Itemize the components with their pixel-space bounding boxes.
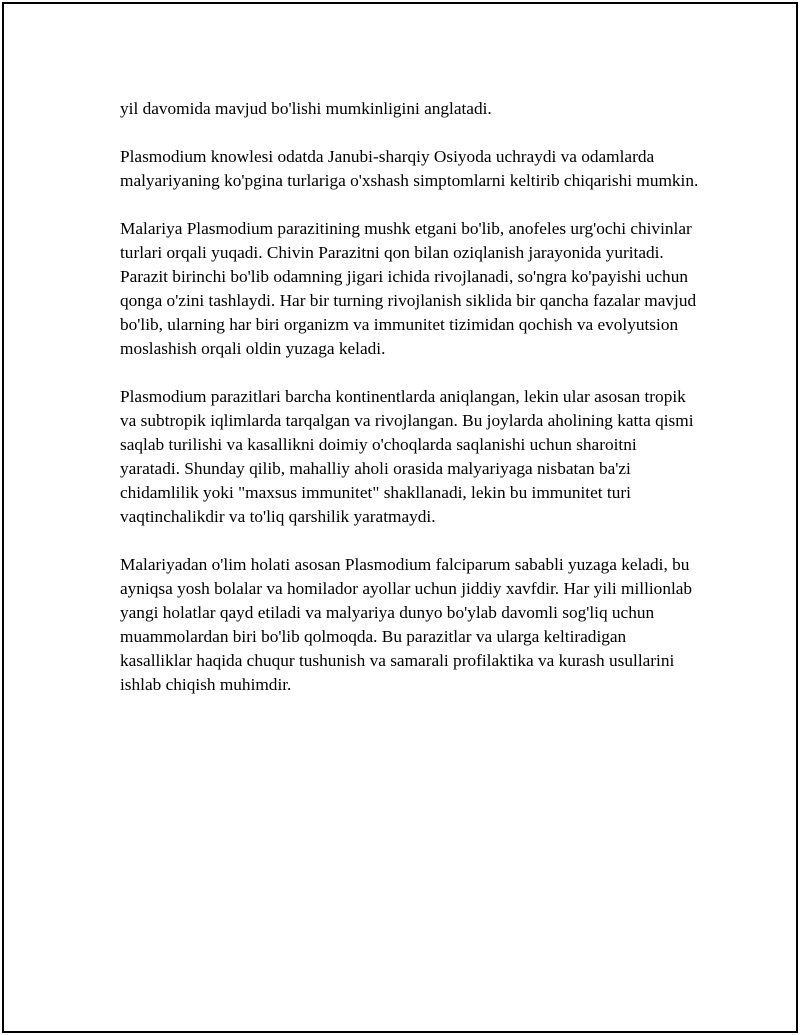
paragraph-3: Malariya Plasmodium parazitining mushk etgani bo'lib, anofeles urg'ochi chivinlar turlari orqali yuqadi. Chivin Parazitni qon bilan oziqlanish jarayonida yuritadi. Parazit birinchi bo'lib odamning jigari ichida rivojlanadi, so'ngra ko'payishi uchun qonga o'zini tashlaydi. Har bir turning rivojlanish siklida bir qancha fazalar mavjud bo'lib, ularning har biri organizm va immunitet tizimidan qochish va evolyutsion moslashish orqali oldin yuzaga keladi. (120, 219, 697, 358)
paragraph-4: Plasmodium parazitlari barcha kontinentlarda aniqlangan, lekin ular asosan tropik va subtropik iqlimlarda tarqalgan va rivojlangan. Bu joylarda aholining katta qismi saqlab turilishi va kasallikni doimiy o'choqlarda saqlanishi uchun sharoitni yaratadi. Shunday qilib, mahalliy aholi orasida malyariyaga nisbatan ba'zi chidamlilik yoki "maxsus immunitet" shakllanadi, lekin bu immunitet turi vaqtinchalikdir va to'liq qarshilik yaratmaydi. (120, 387, 694, 526)
paragraph-2: Plasmodium knowlesi odatda Janubi-sharqiy Osiyoda uchraydi va odamlarda malyariyaning ko'pgina turlariga o'xshash simptomlarni keltirib chiqarishi mumkin. (120, 147, 699, 190)
document-body (120, 97, 700, 721)
document-page (2, 2, 798, 1033)
paragraph-1: yil davomida mavjud bo'lishi mumkinligini anglatadi. (120, 99, 492, 118)
paragraph-5: Malariyadan o'lim holati asosan Plasmodium falciparum sababli yuzaga keladi, bu ayniqsa yosh bolalar va homilador ayollar uchun jiddiy xavfdir. Har yili millionlab yangi holatlar qayd etiladi va malyariya dunyo bo'ylab davomli sog'liq uchun muammolardan biri bo'lib qolmoqda. Bu parazitlar va ularga keltiradigan kasalliklar haqida chuqur tushunish va samarali profilaktika va kurash usullarini ishlab chiqish muhimdir. (120, 555, 693, 694)
